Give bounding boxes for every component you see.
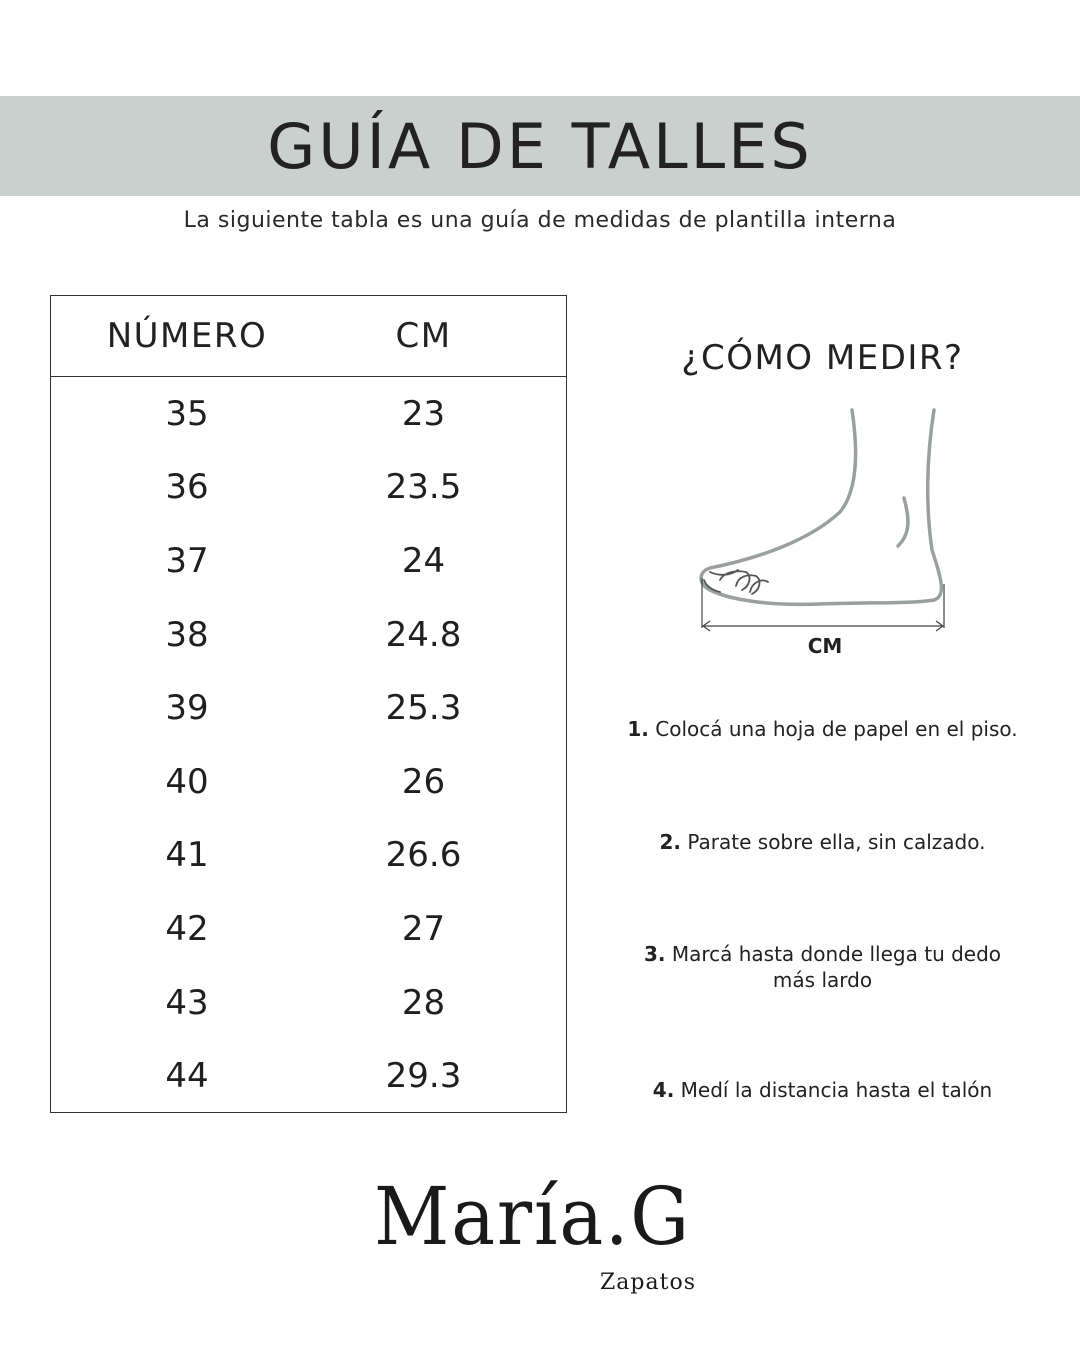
- column-header-numero: NÚMERO: [106, 316, 268, 356]
- step-number: 3.: [643, 942, 666, 966]
- size-number: 44: [165, 1056, 209, 1097]
- step-1: [600, 716, 1045, 742]
- step-number: 4.: [652, 1078, 675, 1102]
- column-header-cm: CM: [395, 316, 452, 356]
- step-4: [600, 1077, 1045, 1103]
- page-title: GUÍA DE TALLES: [267, 109, 813, 183]
- size-cm: 26: [401, 761, 446, 802]
- size-cm: 27: [401, 908, 446, 949]
- size-number: 35: [165, 393, 209, 434]
- page-subtitle: La siguiente tabla es una guía de medidas de plantilla interna: [183, 208, 897, 233]
- size-cm: 24: [401, 540, 446, 581]
- size-table-header: [51, 296, 566, 377]
- foot-measure-icon: [690, 400, 960, 660]
- size-number: 37: [165, 540, 209, 581]
- step-2: [600, 829, 1045, 855]
- table-row: [51, 524, 566, 598]
- size-cm: 25.3: [385, 688, 462, 729]
- table-row: [51, 819, 566, 893]
- size-cm: 24.8: [385, 614, 462, 655]
- size-number: 36: [165, 467, 209, 508]
- brand-logo: [360, 1170, 740, 1320]
- size-number: 40: [165, 761, 209, 802]
- size-cm: 29.3: [385, 1056, 462, 1097]
- size-cm: 23.5: [385, 467, 462, 508]
- table-row: [51, 598, 566, 672]
- brand-name: María.G: [374, 1170, 691, 1263]
- size-table: [50, 295, 567, 1113]
- table-row: [51, 671, 566, 745]
- step-3: [600, 941, 1045, 993]
- size-number: 43: [165, 982, 209, 1023]
- size-number: 41: [165, 835, 209, 876]
- how-to-measure-title: ¿CÓMO MEDIR?: [681, 338, 964, 378]
- diagram-cm-label: CM: [807, 634, 843, 658]
- table-row: [51, 451, 566, 525]
- size-cm: 26.6: [385, 835, 462, 876]
- title-banner: [0, 96, 1080, 196]
- table-row: [51, 1039, 566, 1113]
- size-cm: 23: [401, 393, 446, 434]
- brand-tagline: Zapatos: [600, 1270, 696, 1295]
- size-number: 42: [165, 908, 209, 949]
- table-row: [51, 745, 566, 819]
- step-text: Colocá una hoja de papel en el piso.: [655, 717, 1018, 741]
- step-text: Marcá hasta donde llega tu dedo más lardo: [671, 942, 1002, 992]
- step-text: Medí la distancia hasta el talón: [680, 1078, 993, 1102]
- step-number: 2.: [659, 830, 682, 854]
- step-text: Parate sobre ella, sin calzado.: [687, 830, 986, 854]
- step-number: 1.: [627, 717, 649, 741]
- table-row: [51, 892, 566, 966]
- table-row: [51, 377, 566, 451]
- size-cm: 28: [401, 982, 446, 1023]
- size-number: 38: [165, 614, 209, 655]
- table-row: [51, 966, 566, 1040]
- size-number: 39: [165, 688, 209, 729]
